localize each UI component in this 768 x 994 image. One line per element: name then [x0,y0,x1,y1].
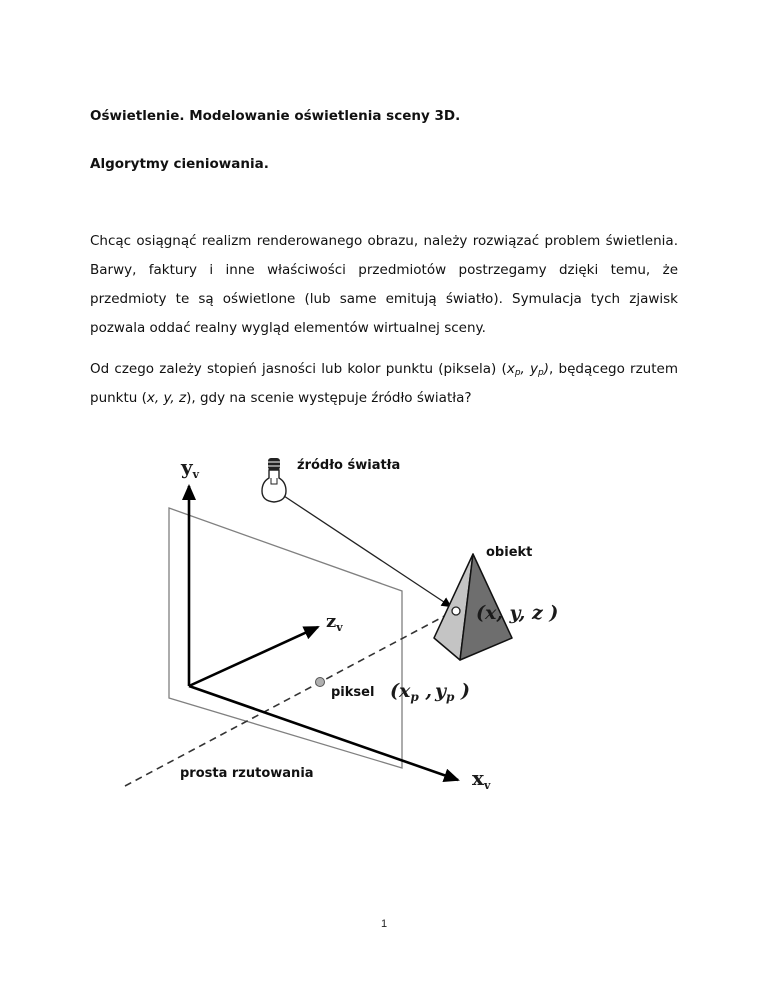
axis-z-label: $z_v$ [326,611,343,634]
pixel-coordinates: ($x_p$ , $y_p$ ) [390,680,470,704]
axis-x-label: $x_v$ [472,766,491,792]
light-ray [284,496,450,606]
axis-y-label: $y_v$ [181,455,200,481]
text-run: punktu ( [90,390,147,406]
pixel-point [316,678,325,687]
projection-line-label: prosta rzutowania [180,766,314,781]
pixel-label: piksel [331,685,375,700]
paragraph-line: przedmioty te są oświetlone (lub same emitują światło). Symulacja tych zjawisk [90,291,678,307]
pixel-x-symbol: $x_p$, $y_p$) [506,361,550,378]
light-bulb-icon [262,458,286,502]
object-label: obiekt [486,545,533,560]
object-point-coordinates: (x, y, z ) [476,602,559,624]
paragraph-line: Barwy, faktury i inne właściwości przedmiotów postrzegamy dzięki temu, że [90,262,678,278]
projection-plane [169,508,402,768]
object-point [452,607,460,615]
page-number: 1 [380,918,388,930]
paragraph-line: Chcąc osiągnąć realizm renderowanego obrazu, należy rozwiązać problem świetlenia. [90,233,678,249]
text-run: ), gdy na scenie występuje źródło światła? [186,390,472,406]
z-axis [189,627,318,686]
point-xyz-symbol: x, y, z [146,390,187,406]
document-title: Oświetlenie. Modelowanie oświetlenia sceny 3D. [90,108,461,124]
text-run: , będącego rzutem [549,361,678,377]
paragraph-line: pozwala oddać realny wygląd elementów wirtualnej sceny. [90,320,486,336]
light-source-label: źródło światła [297,458,401,473]
document-subtitle: Algorytmy cieniowania. [90,156,269,172]
text-run: Od czego zależy stopień jasności lub kolor punktu (piksela) ( [90,361,507,377]
